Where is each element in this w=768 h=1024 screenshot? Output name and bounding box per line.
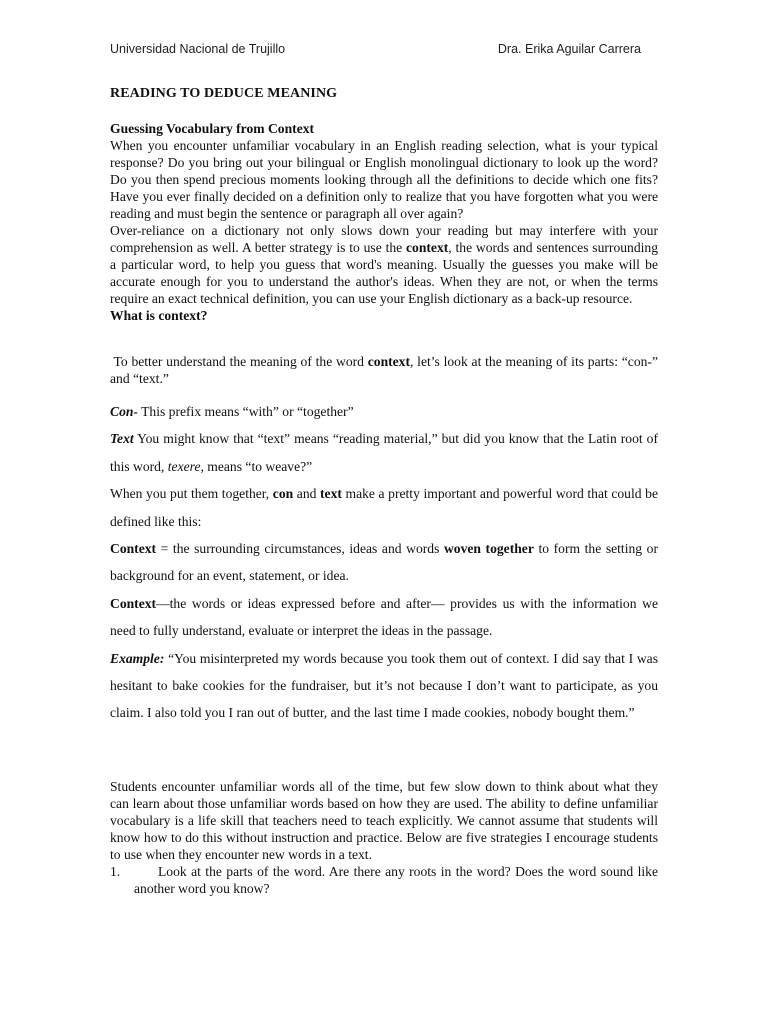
context-definition [110, 535, 658, 590]
example-paragraph [110, 645, 658, 727]
con-text: This prefix means “with” or “together” [137, 404, 354, 419]
context-definition-2 [110, 590, 658, 645]
context-definition-label: Context [110, 541, 157, 557]
together-bold-text: text [320, 486, 342, 502]
context-parts-paragraph [110, 353, 658, 387]
example-text: “You misinterpreted my words because you took them out of context. I did say that I was hesitant to bake cookies for the fundraiser, but it’s not because I don’t want to participate, as you claim. I also told you I ran out of butter, and the last time I made cookies, nobody bought them.” [110, 650, 658, 721]
context-definition-bold: woven together [443, 541, 534, 557]
together-text-d: make a pretty important and powerful word that could be defined like this: [110, 486, 658, 529]
subheading-guessing: Guessing Vocabulary from Context [110, 121, 315, 136]
together-text-c: and [293, 486, 321, 502]
intro-paragraph-1 [110, 137, 658, 222]
list-item-number: 1. [110, 864, 121, 879]
context-parts-text-a: To better understand the meaning of the word [110, 354, 368, 369]
con-label: Con- [110, 404, 138, 419]
con-definition [110, 398, 658, 425]
document-title: READING TO DEDUCE MEANING [110, 86, 338, 101]
intro-p2-text-a: Over-reliance on a dictionary not only slows down your reading but may interfere with your comprehension as well. A better strategy is to use the [110, 223, 658, 255]
header-university: Universidad Nacional de Trujillo [110, 42, 286, 56]
list-item [110, 863, 658, 897]
list-item-text: Look at the parts of the word. Are there any roots in the word? Does the word sound like another word you know? [134, 864, 658, 896]
intro-p2-text-b: , the words and sentences surrounding a particular word, to help you guess that word's meaning. Usually the guesses you make will be accurate enough for you to understand the author's ideas. When they are not, or when the terms require an exact technical definition, you can use your English dictionary as a back-up resource. [110, 240, 659, 306]
strategies-paragraph: Students encounter unfamiliar words all of the time, but few slow down to think about what they can learn about those unfamiliar words based on how they are used. The ability to define unfamiliar vocabulary is a life skill that teachers need to teach explicitly. We cannot assume that students will know how to do this without instruction and practice. Below are five strategies I encourage students to use when they encounter new words in a text. [110, 779, 658, 862]
context-parts-intro [110, 353, 658, 387]
text-definition [110, 425, 658, 480]
together-text-a: When you put them together, [110, 486, 273, 502]
strategies-section [110, 778, 658, 897]
subheading-what-is-context: What is context? [110, 308, 208, 323]
intro-paragraph-2 [110, 222, 658, 307]
together-paragraph [110, 480, 658, 535]
definitions-section [110, 398, 658, 727]
context-definition-a: = the surrounding circumstances, ideas and words [156, 541, 444, 557]
text-latin-root: texere, [167, 458, 204, 474]
context-definition-2-text: —the words or ideas expressed before and after— provides us with the information we need to fully understand, evaluate or interpret the ideas in the passage. [110, 595, 658, 639]
intro-p2-bold: context [406, 240, 449, 255]
intro-section [110, 120, 658, 324]
text-label: Text [110, 431, 134, 447]
context-parts-text-b: , let’s look at the meaning of its parts: “con-” and “text.” [110, 354, 658, 386]
example-label: Example: [110, 650, 165, 666]
context-definition-b: to form the setting or background for an event, statement, or idea. [110, 541, 658, 584]
text-definition-a: You might know that “text” means “reading material,” but did you know that the Latin root of this word, [110, 431, 658, 474]
header-author: Dra. Erika Aguilar Carrera [497, 42, 641, 56]
context-definition-2-label: Context [110, 595, 157, 611]
context-parts-bold: context [367, 354, 411, 369]
intro-paragraph-1-text: When you encounter unfamiliar vocabulary in an English reading selection, what is your typical response? Do you bring out your bilingual or English monolingual dictionary to look up the word? Do you then spend precious moments looking through all the definitions to decide which one fits? Have you ever finally decided on a definition only to realize that you have forgotten what you were reading and must begin the sentence or paragraph all over again? [110, 138, 658, 221]
together-bold-con: con [272, 486, 294, 502]
text-definition-b: means “to weave?” [203, 458, 313, 474]
